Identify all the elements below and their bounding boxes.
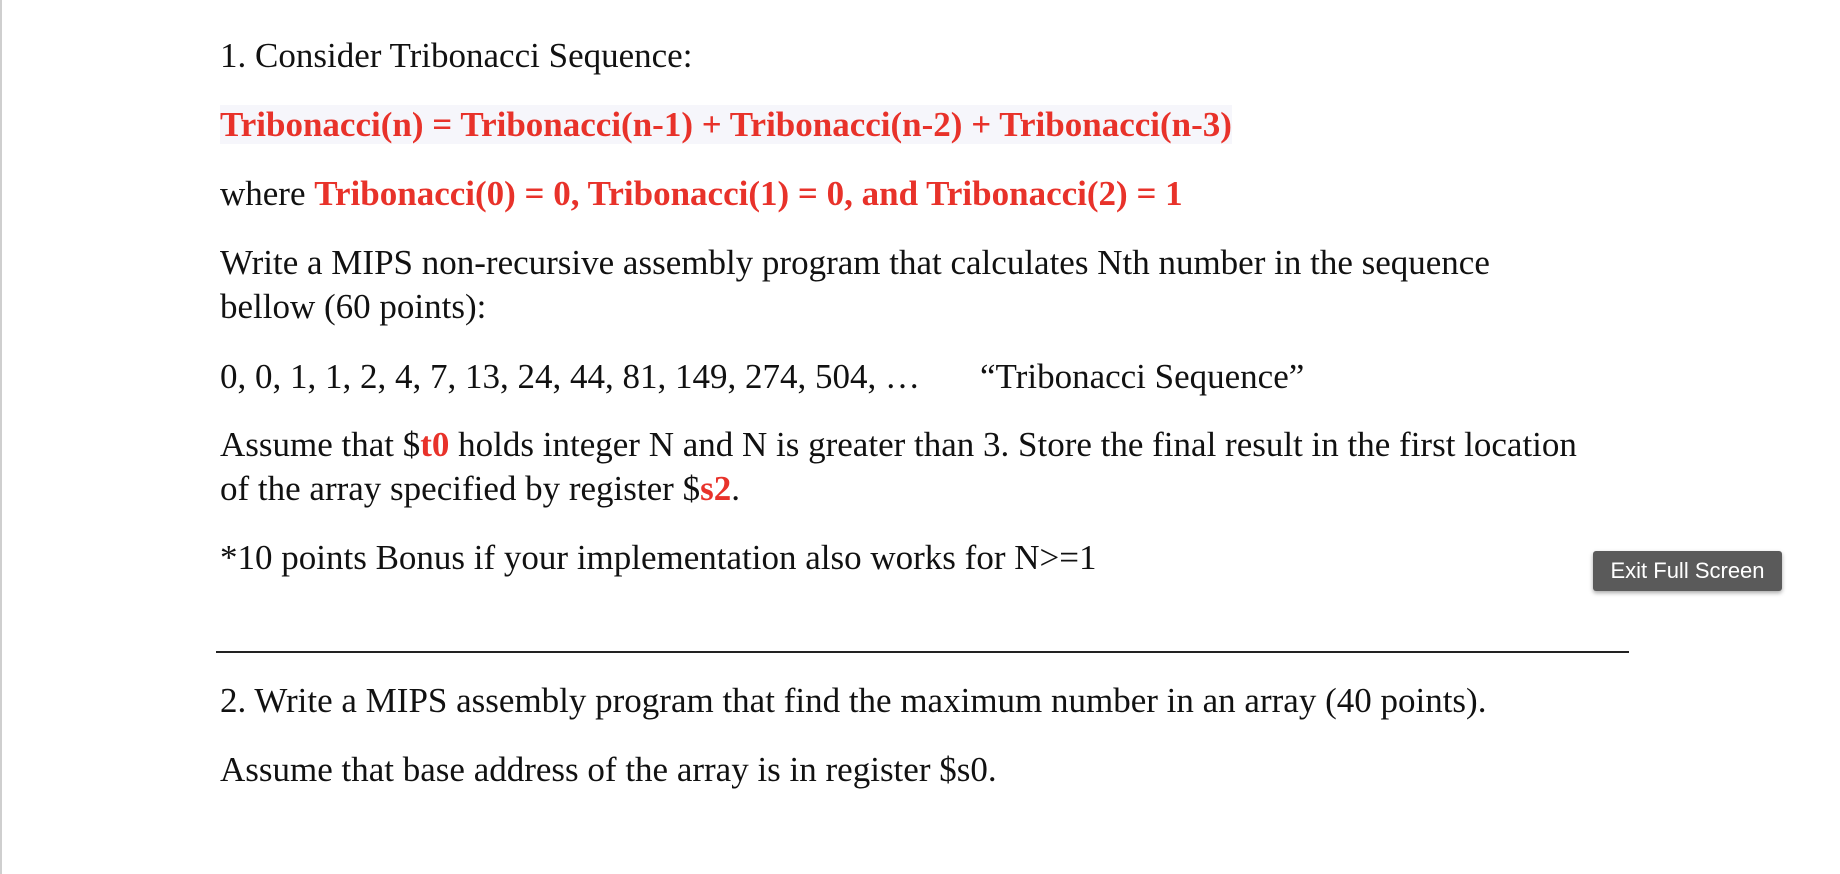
section-divider xyxy=(216,651,1629,653)
tribonacci-formula: Tribonacci(n) = Tribonacci(n-1) + Tribonacci(n-2) + Tribonacci(n-3) xyxy=(220,105,1232,144)
q1-task-line-1: Write a MIPS non-recursive assembly program that calculates Nth number in the sequence xyxy=(220,243,1490,282)
assume-line2-prefix: of the array specified by register $ xyxy=(220,469,701,508)
q1-bonus: *10 points Bonus if your implementation also works for N>=1 xyxy=(220,538,1097,577)
q2-heading: 2. Write a MIPS assembly program that find the maximum number in an array (40 points). xyxy=(220,681,1487,720)
exit-full-screen-button[interactable]: Exit Full Screen xyxy=(1593,551,1782,591)
q1-sequence-line xyxy=(220,355,1304,399)
assume-prefix: Assume that $ xyxy=(220,425,421,464)
q1-task-line-2: bellow (60 points): xyxy=(220,287,487,326)
register-s2: s2 xyxy=(700,469,732,508)
q1-assume-line-2 xyxy=(220,467,740,511)
q1-heading: 1. Consider Tribonacci Sequence: xyxy=(220,36,693,75)
assume-suffix: holds integer N and N is greater than 3. Store the final result in the first location xyxy=(449,425,1577,464)
sequence-caption: “Tribonacci Sequence” xyxy=(980,357,1305,396)
q1-formula-line xyxy=(220,103,1232,147)
register-t0: t0 xyxy=(420,425,450,464)
base-cases: Tribonacci(0) = 0, Tribonacci(1) = 0, and Tribonacci(2) = 1 xyxy=(314,174,1183,213)
q1-base-cases-line xyxy=(220,172,1183,216)
where-prefix: where xyxy=(220,174,315,213)
sequence-values: 0, 0, 1, 1, 2, 4, 7, 13, 24, 44, 81, 149, 274, 504, … xyxy=(220,357,920,396)
q1-assume-line-1 xyxy=(220,423,1577,467)
q2-assume: Assume that base address of the array is in register $s0. xyxy=(220,750,997,789)
assume-line2-suffix: . xyxy=(731,469,740,508)
